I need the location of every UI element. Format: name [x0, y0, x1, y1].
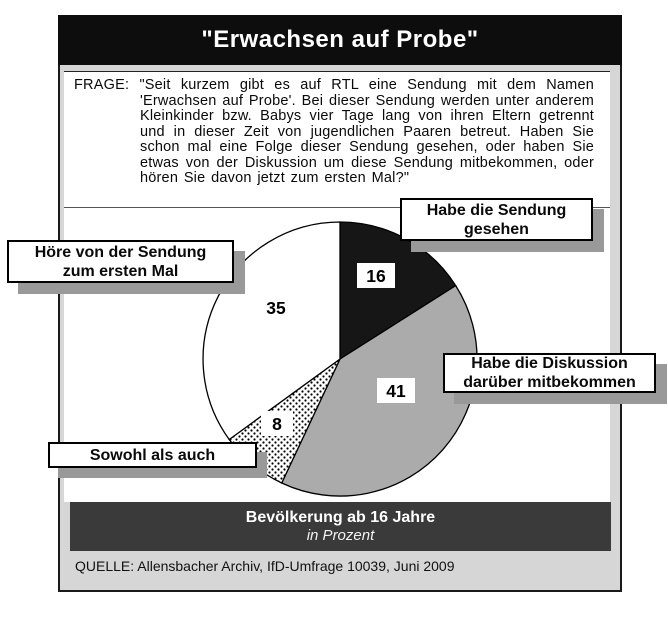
callout-line: gesehen	[464, 220, 529, 238]
slice-value-2: 8	[272, 414, 282, 434]
callout-habe-sendung-gesehen	[400, 198, 593, 241]
unit-label: in Prozent	[306, 527, 375, 544]
infographic	[34, 15, 636, 592]
slice-value-3: 35	[266, 298, 286, 318]
callout-line: Sowohl als auch	[89, 446, 216, 464]
callout-hoere-zum-ersten-mal	[7, 240, 234, 283]
callout-line: Habe die Diskussion	[471, 355, 628, 372]
callout-line: Habe die Sendung	[426, 201, 567, 219]
slice-value-0: 16	[366, 266, 386, 286]
callout-line: darüber mitbekommen	[463, 374, 636, 391]
callout-diskussion-mitbekommen	[443, 353, 656, 393]
callout-line: Höre von der Sendung	[34, 243, 207, 261]
slice-value-1: 41	[386, 381, 406, 401]
source-line: QUELLE: Allensbacher Archiv, IfD-Umfrage 10039, Juni 2009	[75, 558, 455, 574]
survey-question-text: FRAGE: "Seit kurzem gibt es auf RTL eine Sendung mit dem Namen 'Erwachsen auf Probe'. Bei dieser Sendung werden unter anderem Kleinkinder bzw. Babys vier Tage lang von ihren Eltern getrennt und in dieser Zeit von jugendlichen Paaren betreut. Haben Sie schon mal eine Folge dieser Sendung gesehen, oder haben Sie etwas von der Diskussion um diese Sendung mitbekommen, oder hören Sie davon jetzt zum ersten Mal?"	[74, 77, 594, 186]
callout-line: zum ersten Mal	[62, 262, 179, 280]
population-bar	[70, 502, 611, 551]
chart-title: "Erwachsen auf Probe"	[58, 15, 622, 65]
population-label: Bevölkerung ab 16 Jahre	[245, 509, 436, 526]
callout-sowohl-als-auch	[48, 442, 257, 468]
